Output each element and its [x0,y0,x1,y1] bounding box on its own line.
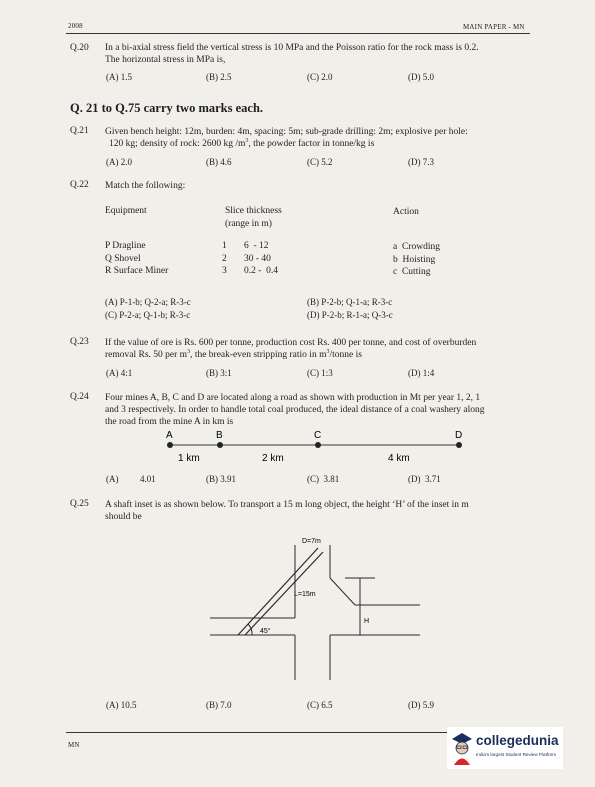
q24-option-d: (D) 3.71 [408,474,441,484]
q23-line2-sup2: 3 [326,348,330,355]
q22-equip-q: Q Shovel [105,254,141,264]
q22-intro: Match the following: [105,181,186,191]
q25-option-d: (D) 5.9 [408,700,434,710]
q22-n-2: 2 [222,254,227,264]
q24-point-d [456,442,462,448]
q22-range-2: 30 - 40 [244,254,271,264]
q21-option-c: (C) 5.2 [307,157,333,167]
q25-inset-slope [330,578,355,605]
q24-point-b [217,442,223,448]
q23-number: Q.23 [70,337,89,347]
q22-range-1: 6 - 12 [244,241,269,251]
q22-number: Q.22 [70,180,89,190]
q21-line1: Given bench height: 12m, burden: 4m, spacing: 5m; sub-grade drilling: 2m; explosive per hole: [105,127,468,137]
header-paper: MAIN PAPER - MN [463,23,525,31]
q24-option-c: (C) 3.81 [307,474,340,484]
q22-equip-r: R Surface Miner [105,266,169,276]
q24-label-b: B [216,430,223,441]
q24-dist-cd: 4 km [388,453,410,464]
logo-name: collegedunia [476,733,559,748]
q25-line2: should be [105,512,142,522]
q22-col-slice: Slice thickness [225,206,282,216]
q24-line3: the road from the mine A in km is [105,417,234,427]
q24-dist-bc: 2 km [262,453,284,464]
q24-label-a: A [166,430,173,441]
q22-n-1: 1 [222,241,227,251]
q21-option-a: (A) 2.0 [106,157,132,167]
graduate-mascot-icon [450,730,474,766]
q21-line2 [109,138,374,150]
q25-option-a: (A) 10.5 [106,700,137,710]
q20-line1: In a bi-axial stress field the vertical stress is 10 MPa and the Poisson ratio for the rock mass is 0.2. [105,43,479,53]
q22-n-3: 3 [222,266,227,276]
q24-option-a-value: 4.01 [140,474,156,484]
q23-line2-text: removal Rs. 50 per m [105,350,188,360]
q25-height-label: H [364,618,370,625]
q23-line2-mid: , the break-even stripping ratio in m [190,350,327,360]
q24-line1: Four mines A, B, C and D are located along a road as shown with production in Mt per year 1, 2, 1 [105,393,481,403]
header-rule [66,33,530,34]
q21-line2-sup: 3 [245,137,249,144]
header-year: 2008 [68,22,83,30]
q23-option-d: (D) 1:4 [408,368,435,378]
q22-option-c: (C) P-2-a; Q-1-b; R-3-c [105,310,191,320]
q20-option-b: (B) 2.5 [206,72,232,82]
q25-angle-label: 45° [260,628,271,635]
q24-number: Q.24 [70,392,89,402]
q20-line2: The horizontal stress in MPa is, [105,55,226,65]
q22-action-b: b Hoisting [393,255,436,265]
q25-length-label: L=15m [294,591,316,598]
q20-option-a: (A) 1.5 [106,72,132,82]
q22-col-action: Action [393,207,419,217]
q24-road-diagram [140,427,490,467]
q22-action-c: c Cutting [393,267,431,277]
q24-line2: and 3 respectively. In order to handle total coal produced, the ideal distance of a coal washery along [105,405,485,415]
q24-option-b: (B) 3.91 [206,474,236,484]
q25-diameter-label: D=7m [302,538,321,545]
q23-option-c: (C) 1:3 [307,368,333,378]
q22-col-range: (range in m) [225,219,272,229]
footer-code: MN [68,741,80,749]
q25-number: Q.25 [70,499,89,509]
q24-option-a: (A) [106,474,119,484]
q21-option-d: (D) 7.3 [408,157,434,167]
q22-range-3: 0.2 - 0.4 [244,266,279,276]
q24-label-d: D [455,430,463,441]
q22-option-b: (B) P-2-b; Q-1-a; R-3-c [307,297,393,307]
q21-option-b: (B) 4.6 [206,157,232,167]
q24-point-a [167,442,173,448]
q22-action-a: a Crowding [393,242,440,252]
q21-line2-tail: , the powder factor in tonne/kg is [248,139,375,149]
q24-point-c [315,442,321,448]
q23-line1: If the value of ore is Rs. 600 per tonne, production cost Rs. 400 per tonne, and cost of overburden [105,338,477,348]
q21-number: Q.21 [70,126,89,136]
q25-option-b: (B) 7.0 [206,700,232,710]
logo-tagline: India's largest Student Review Platform [476,752,557,757]
q20-option-d: (D) 5.0 [408,72,434,82]
q22-col-equipment: Equipment [105,206,147,216]
q22-option-d: (D) P-2-b; R-1-a; Q-3-c [307,310,393,320]
q24-dist-ab: 1 km [178,453,200,464]
q20-option-c: (C) 2.0 [307,72,333,82]
q20-number: Q.20 [70,43,89,53]
q23-option-a: (A) 4:1 [106,368,133,378]
q21-line2-text: 120 kg; density of rock: 2600 kg /m [109,139,246,149]
q22-option-a: (A) P-1-b; Q-2-a; R-3-c [105,297,191,307]
q24-label-c: C [314,430,322,441]
q23-line2-tail: /tonne is [329,350,362,360]
q25-shaft-inset-diagram [200,530,430,690]
section-title: Q. 21 to Q.75 carry two marks each. [70,101,264,115]
q23-option-b: (B) 3:1 [206,368,232,378]
q23-line2 [105,349,362,361]
q25-line1: A shaft inset is as shown below. To transport a 15 m long object, the height ‘H’ of the inset in m [105,500,469,510]
q22-equip-p: P Dragline [105,241,146,251]
q25-option-c: (C) 6.5 [307,700,333,710]
q23-line2-sup: 3 [187,348,191,355]
